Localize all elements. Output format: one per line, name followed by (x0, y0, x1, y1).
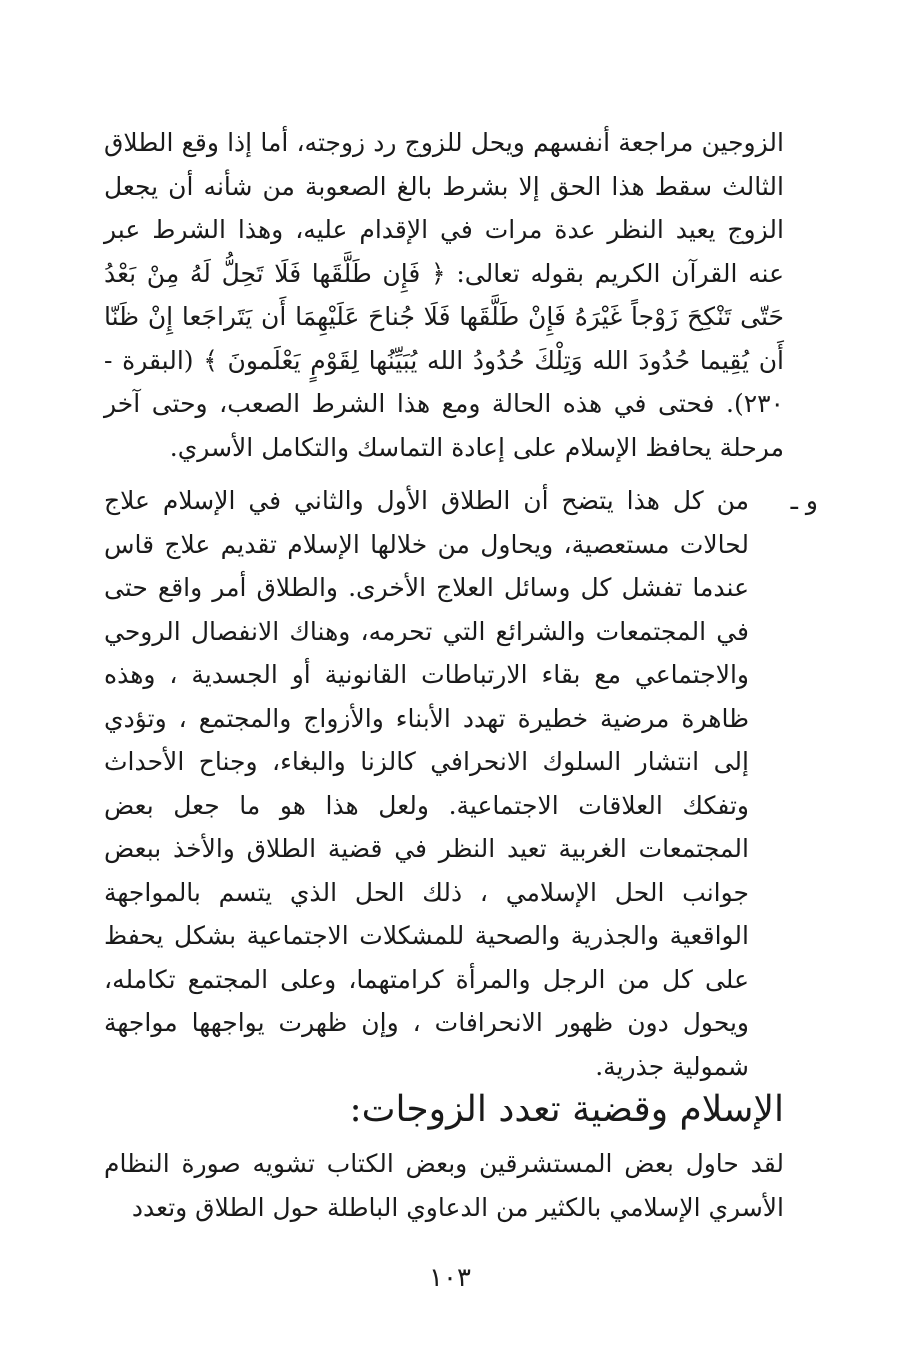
page-number: ١٠٣ (429, 1263, 471, 1293)
bullet-marker: و ـ (790, 486, 818, 515)
section-heading: الإسلام وقضية تعدد الزوجات: (349, 1089, 784, 1130)
paragraph-section-start: لقد حاول بعض المستشرقين وبعض الكتاب تشويه صورة النظام الأسري الإسلامي بالكثير من الدعاوي الباطلة حول الطلاق وتعدد (104, 1149, 784, 1222)
paragraph-bullet: من كل هذا يتضح أن الطلاق الأول والثاني في الإسلام علاج لحالات مستعصية، ويحاول من خلالها الإسلام تقديم علاج قاس عندما تفشل كل وسائل العلاج الأخرى. والطلاق أمر واقع حتى في المجتمعات والشرائع التي تحرمه، وهناك الانفصال الروحي والاجتماعي مع بقاء الارتباطات القانونية أو الجسدية ، وهذه ظاهرة مرضية خطيرة تهدد الأبناء والأزواج والمجتمع ، وتؤدي إلى انتشار السلوك الانحرافي كالزنا والبغاء، وجناح الأحداث وتفكك العلاقات الاجتماعية. ولعل هذا هو ما جعل بعض المجتمعات الغربية تعيد النظر في قضية الطلاق والأخذ ببعض جوانب الحل الإسلامي ، ذلك الحل الذي يتسم بالمواجهة الواقعية والجذرية والصحية للمشكلات الاجتماعية بشكل يحفظ على كل من الرجل والمرأة كرامتهما، وعلى المجتمع تكامله، ويحول دون ظهور الانحرافات ، وإن ظهرت يواجهها مواجهة شمولية جذرية. (104, 486, 749, 1081)
paragraph-continuation: الزوجين مراجعة أنفسهم ويحل للزوج رد زوجته، أما إذا وقع الطلاق الثالث سقط هذا الحق إلا بشرط بالغ الصعوبة من شأنه أن يجعل الزوج يعيد النظر عدة مرات في الإقدام عليه، وهذا الشرط عبر عنه القرآن الكريم بقوله تعالى: ﴿ فَإِن طَلَّقَها فَلَا تَحِلُّ لَهُ مِنْ بَعْدُ حَتّى تَنْكِحَ زَوْجاً غَيْرَهُ فَإِنْ طَلَّقَها فَلَا جُناحَ عَلَيْهِمَا أَن يَتَراجَعا إِنْ ظَنّا أَن يُقِيما حُدُودَ الله وَتِلْكَ حُدُودُ الله يُبَيِّنُها لِقَوْمٍ يَعْلَمونَ ﴾ (البقرة - ٢٣٠). فحتى في هذه الحالة ومع هذا الشرط الصعب، وحتى آخر مرحلة يحافظ الإسلام على إعادة التماسك والتكامل الأسري. (104, 128, 784, 462)
